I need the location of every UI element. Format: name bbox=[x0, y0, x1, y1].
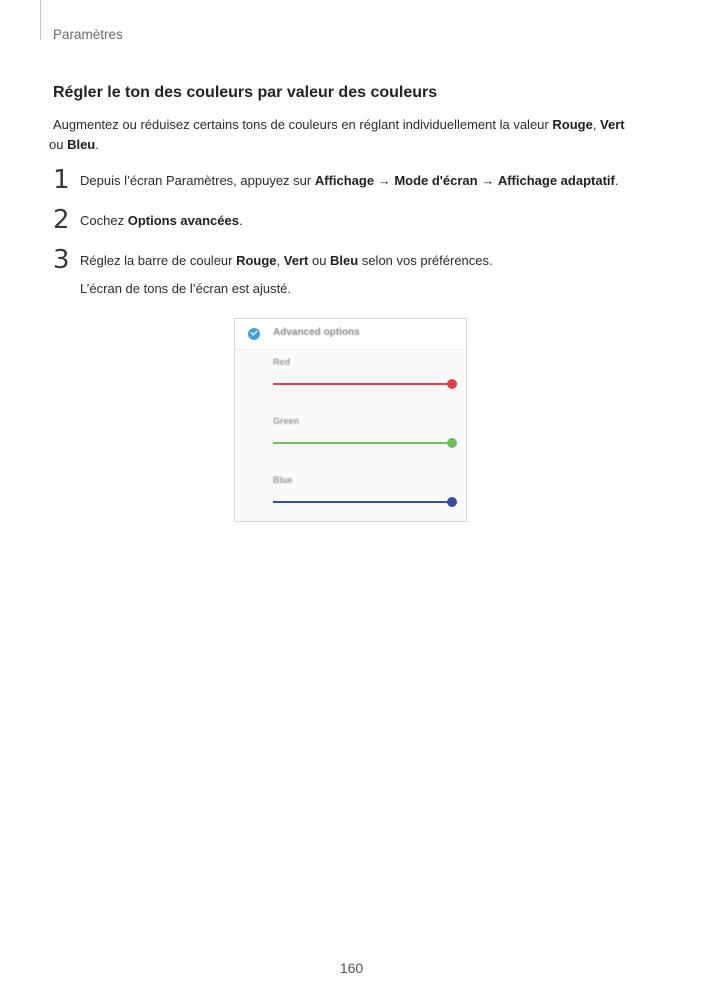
step-2-before: Cochez bbox=[80, 213, 128, 228]
checkbox-checked-icon[interactable] bbox=[248, 328, 260, 340]
page-number: 160 bbox=[339, 960, 364, 976]
arrow-icon: → bbox=[374, 173, 395, 188]
step-3-after: selon vos préférences. bbox=[358, 253, 493, 268]
section-title: Régler le ton des couleurs par valeur des couleurs bbox=[53, 84, 438, 101]
advanced-options-screenshot bbox=[234, 318, 467, 522]
step-3-comma: , bbox=[276, 253, 284, 268]
arrow-icon: → bbox=[477, 173, 498, 188]
slider-label-red: Red bbox=[273, 357, 291, 367]
step-2-after: . bbox=[238, 213, 243, 228]
step-1-affichage: Affichage bbox=[314, 173, 375, 188]
step-1-after: . bbox=[614, 173, 619, 188]
green-slider-thumb[interactable] bbox=[447, 438, 457, 448]
advanced-options-header bbox=[235, 319, 466, 350]
green-slider-track[interactable] bbox=[273, 442, 451, 444]
step-3-rouge: Rouge bbox=[236, 253, 277, 268]
step-1-adaptatif: Affichage adaptatif bbox=[497, 173, 615, 188]
step-2-options: Options avancées bbox=[127, 213, 239, 228]
intro-rouge: Rouge bbox=[552, 117, 593, 132]
step-number: 3 bbox=[53, 245, 70, 275]
intro-comma: , bbox=[592, 117, 601, 132]
blue-slider-thumb[interactable] bbox=[447, 497, 457, 507]
step-3-before: Réglez la barre de couleur bbox=[80, 253, 237, 268]
step-number: 2 bbox=[53, 205, 70, 235]
step-1-before: Depuis l’écran Paramètres, appuyez sur bbox=[80, 173, 315, 188]
running-header: Paramètres bbox=[53, 27, 123, 42]
intro-paragraph bbox=[49, 115, 653, 155]
red-slider-thumb[interactable] bbox=[447, 379, 457, 389]
red-slider-track[interactable] bbox=[273, 383, 451, 385]
blue-slider-track[interactable] bbox=[273, 501, 451, 503]
slider-label-blue: Blue bbox=[273, 475, 293, 485]
step-text bbox=[80, 171, 618, 191]
advanced-options-title: Advanced options bbox=[273, 327, 360, 338]
intro-period: . bbox=[95, 137, 99, 152]
step-text bbox=[80, 211, 243, 231]
step-3-vert: Vert bbox=[283, 253, 309, 268]
step-1-mode: Mode d'écran bbox=[394, 173, 478, 188]
intro-vert: Vert bbox=[600, 117, 625, 132]
step-3-or: ou bbox=[308, 253, 331, 268]
step-text bbox=[80, 251, 493, 271]
step-note: L’écran de tons de l’écran est ajusté. bbox=[80, 281, 292, 296]
margin-rule bbox=[40, 0, 41, 40]
intro-text: Augmentez ou réduisez certains tons de couleurs en réglant individuellement la valeur bbox=[53, 117, 553, 132]
slider-label-green: Green bbox=[273, 416, 300, 426]
step-3-bleu: Bleu bbox=[330, 253, 359, 268]
intro-or: ou bbox=[49, 137, 68, 152]
intro-bleu: Bleu bbox=[67, 137, 96, 152]
step-number: 1 bbox=[53, 165, 70, 195]
